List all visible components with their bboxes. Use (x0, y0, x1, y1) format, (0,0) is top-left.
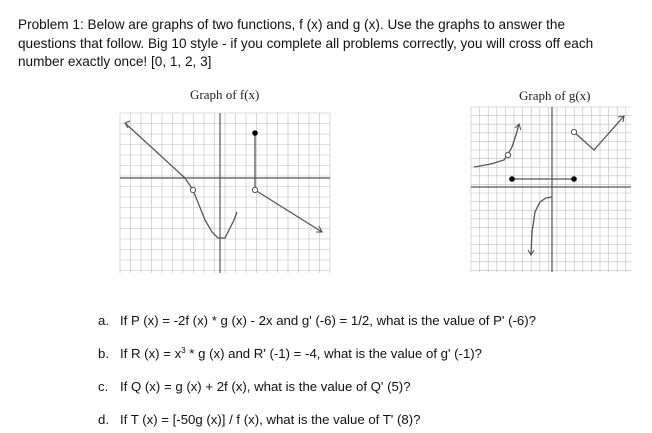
question-a (98, 313, 536, 328)
question-text: If Q (x) = g (x) + 2f (x), what is the value of Q' (5)? (120, 379, 411, 394)
question-c (98, 379, 411, 394)
question-letter: c. (98, 379, 109, 394)
g-open-point-right (571, 129, 576, 134)
question-d (98, 412, 420, 427)
g-graph (466, 102, 636, 277)
question-letter: a. (98, 313, 109, 328)
f-open-point-right (252, 187, 257, 192)
problem-statement (18, 16, 638, 72)
f-grid (120, 113, 330, 273)
exponent: 3 (181, 346, 186, 355)
g-lower-curve (531, 197, 552, 255)
question-letter: d. (98, 412, 109, 427)
question-b (98, 346, 482, 361)
question-text-end: * g (x) and R' (-1) = -4, what is the value of g' (-1)? (185, 346, 483, 361)
question-text: If P (x) = -2f (x) * g (x) - 2x and g' (-6) = 1/2, what is the value of P' (-6)? (120, 313, 536, 328)
g-grid (471, 107, 631, 272)
g-graph-title: Graph of g(x) (519, 88, 591, 103)
f-open-point-left (190, 187, 195, 192)
intro-line-3: number exactly once! [0, 1, 2, 3] (18, 54, 212, 69)
question-letter: b. (98, 346, 109, 361)
f-graph (115, 108, 335, 278)
f-curve-right (255, 190, 322, 232)
question-text: If T (x) = [-50g (x)] / f (x), what is the value of T' (8)? (120, 412, 421, 427)
f-closed-point (252, 130, 258, 136)
g-open-point-left (505, 152, 510, 157)
intro-line-2: questions that follow. Big 10 style - if you complete all problems correctly, you will cross off each (18, 35, 594, 51)
g-closed-point-left (509, 176, 515, 182)
g-closed-point-right (571, 176, 577, 182)
intro-line-1: Problem 1: Below are graphs of two functions, f (x) and g (x). Use the graphs to answer the (18, 17, 566, 32)
f-graph-title: Graph of f(x) (190, 87, 260, 102)
question-text-start: If R (x) = x (120, 346, 182, 361)
